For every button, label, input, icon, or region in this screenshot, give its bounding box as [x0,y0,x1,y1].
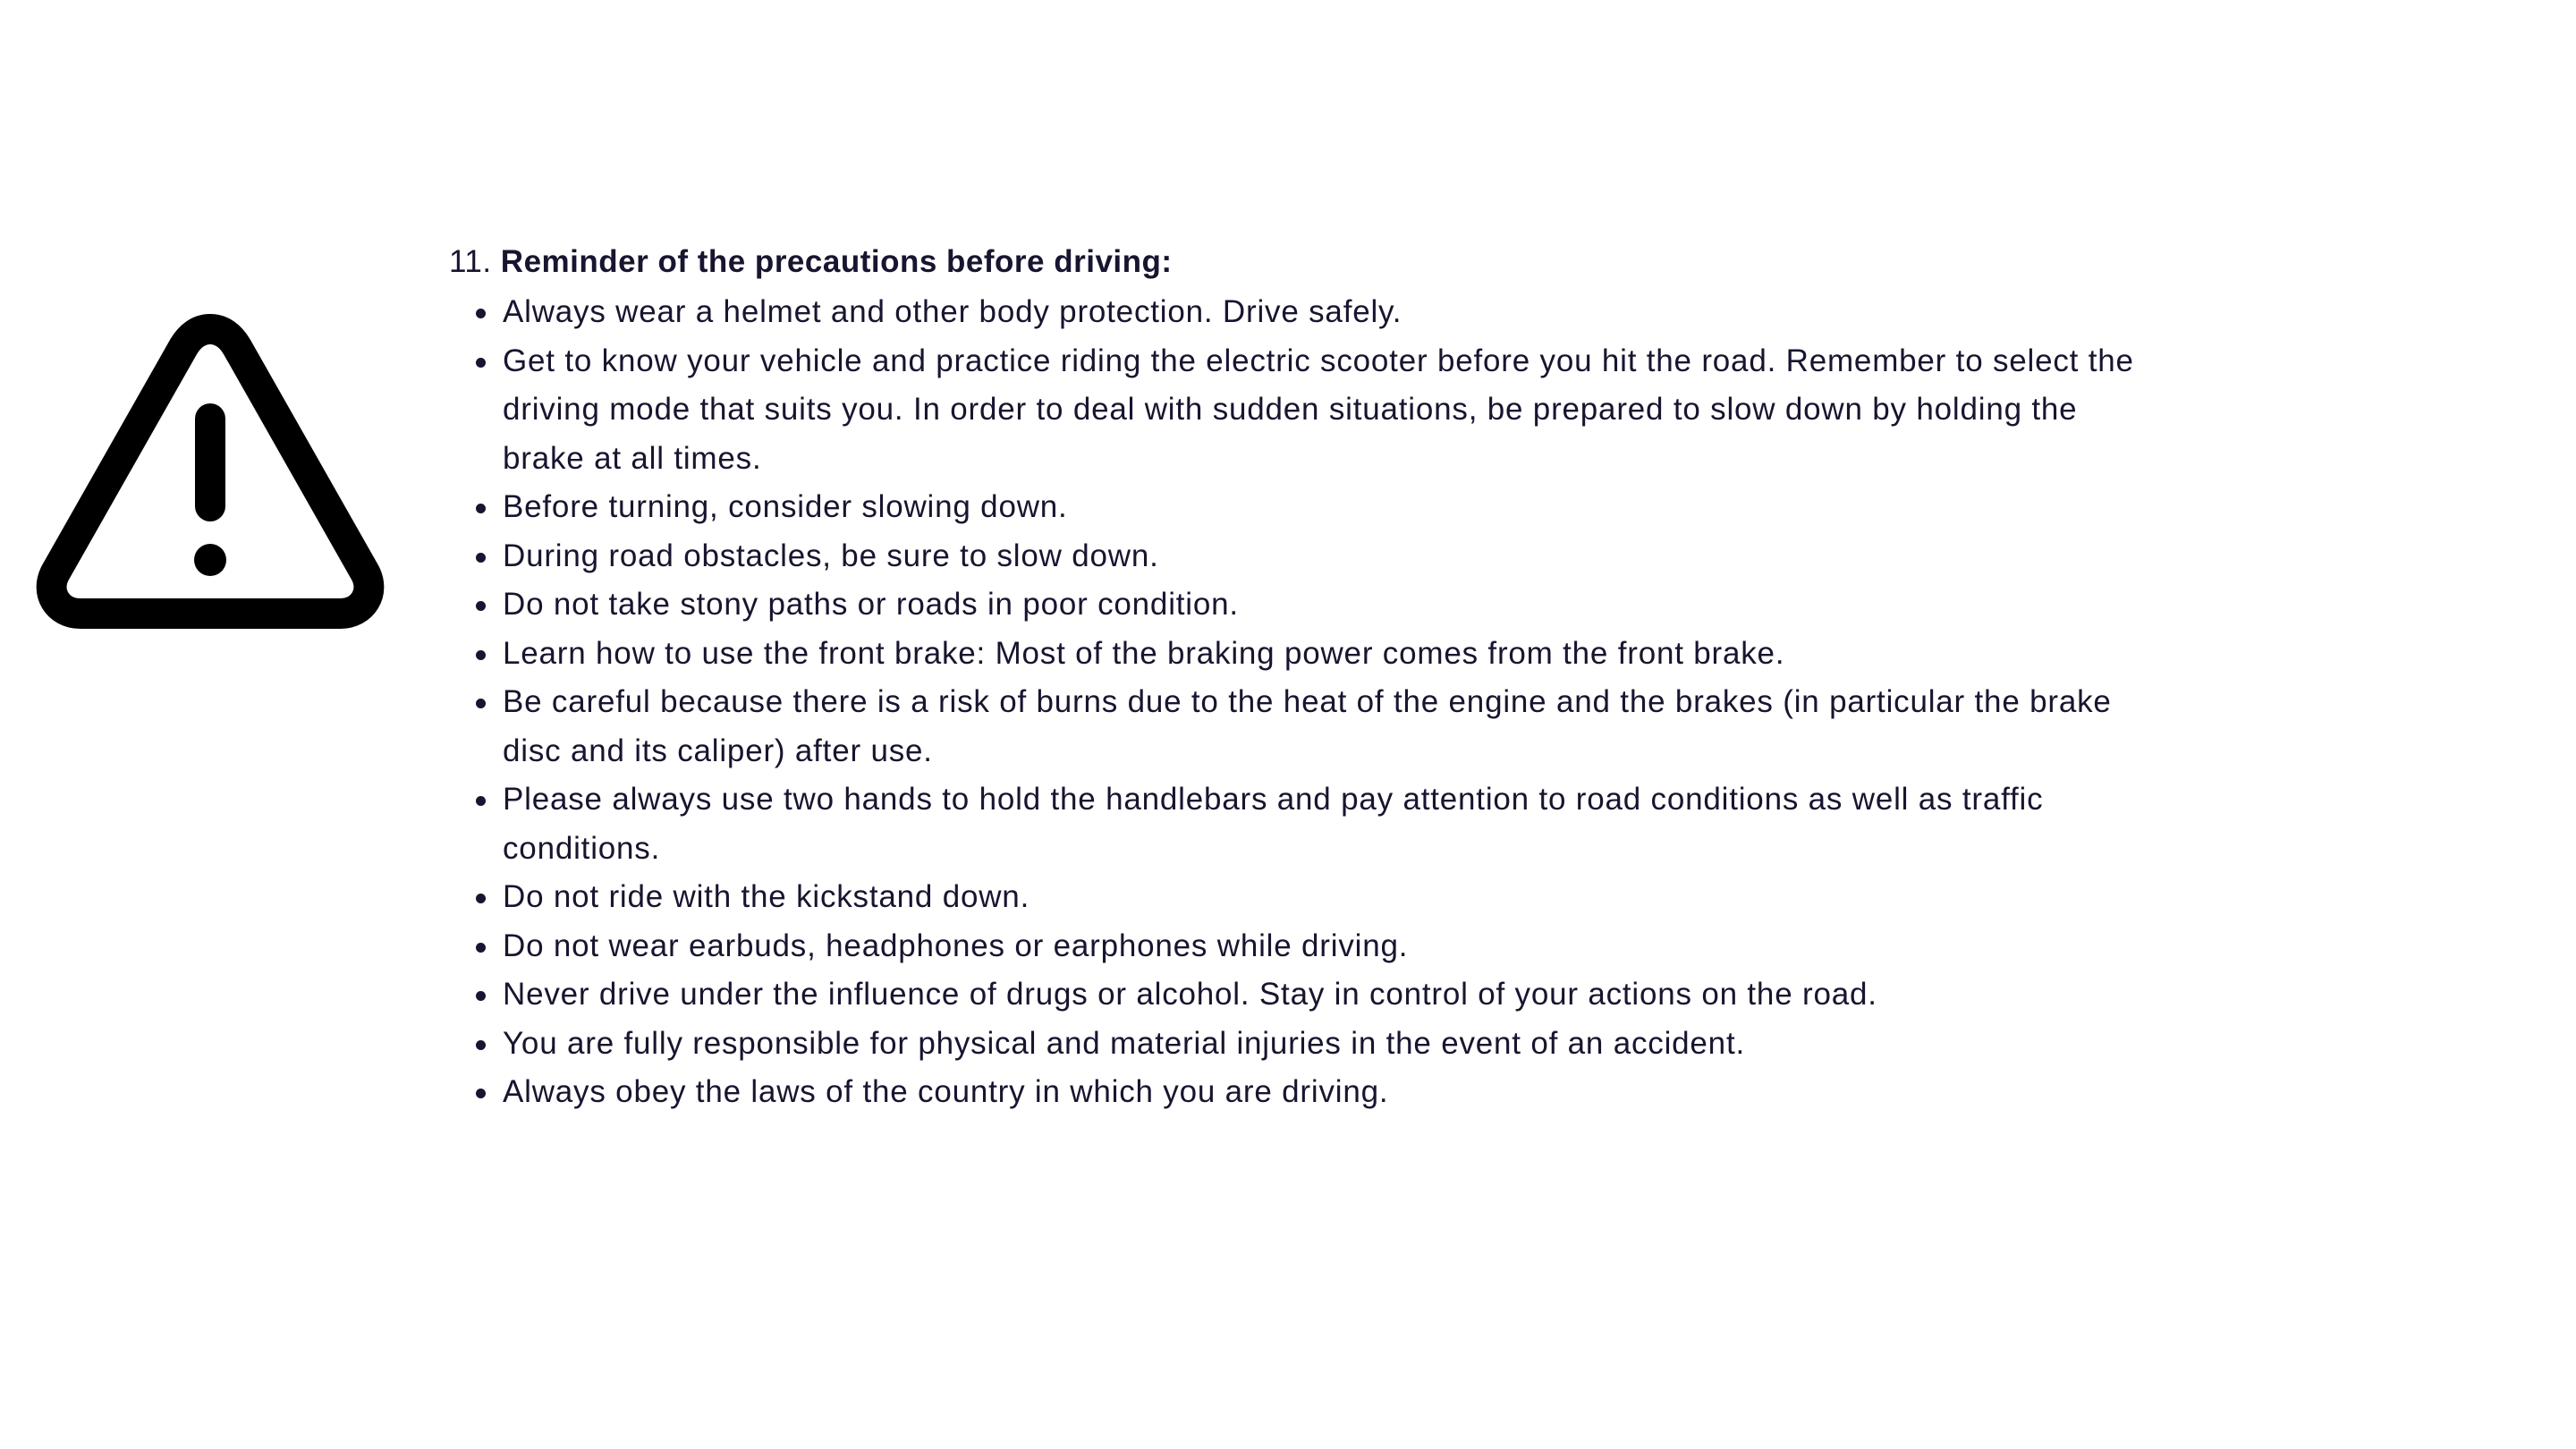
list-item: Always obey the laws of the country in which you are driving. [449,1068,2166,1117]
warning-triangle-icon [36,311,385,640]
list-item: Always wear a helmet and other body protection. Drive safely. [449,288,2166,337]
list-item: During road obstacles, be sure to slow down. [449,532,2166,581]
list-item: Get to know your vehicle and practice riding the electric scooter before you hit the road. Remember to select the driving mode that suits you. In order to deal with sudden situations, be prepared to slow down by holding the brake at all times. [449,337,2166,484]
section-heading [449,240,2166,284]
exclamation-dot [194,544,226,576]
precautions-list [449,288,2166,1117]
list-item: Be careful because there is a risk of burns due to the heat of the engine and the brakes (in particular the brake disc and its caliper) after use. [449,678,2166,775]
list-item: Do not take stony paths or roads in poor condition. [449,580,2166,630]
list-item: You are fully responsible for physical and material injuries in the event of an accident. [449,1020,2166,1069]
list-item: Never drive under the influence of drugs or alcohol. Stay in control of your actions on the road. [449,970,2166,1020]
list-item: Before turning, consider slowing down. [449,483,2166,532]
list-item: Please always use two hands to hold the handlebars and pay attention to road conditions as well as traffic conditions. [449,775,2166,873]
list-item: Do not ride with the kickstand down. [449,873,2166,922]
section-title: Reminder of the precautions before driving: [500,244,1173,279]
precautions-section [449,240,2166,1117]
section-number: 11. [449,244,492,279]
list-item: Learn how to use the front brake: Most of the braking power comes from the front brake. [449,630,2166,679]
list-item: Do not wear earbuds, headphones or earphones while driving. [449,922,2166,971]
